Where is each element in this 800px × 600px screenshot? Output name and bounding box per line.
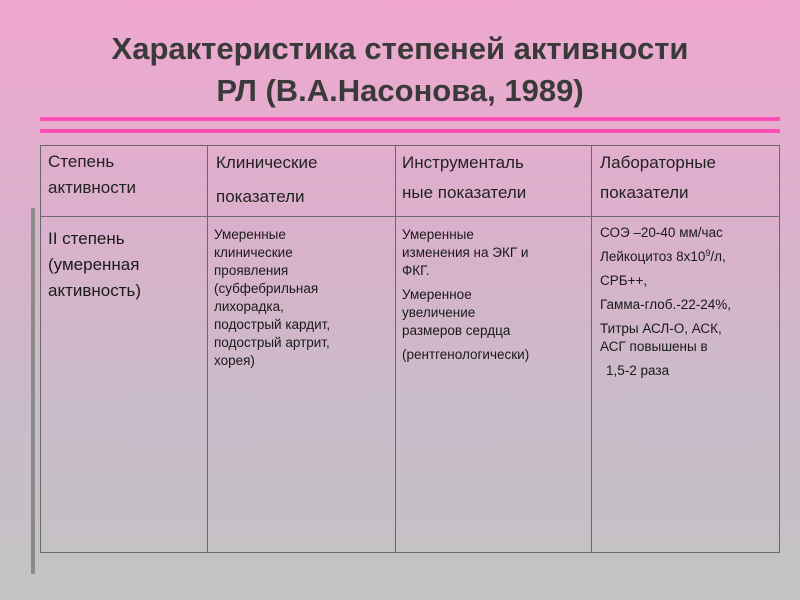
- header-text: показатели: [600, 183, 689, 202]
- header-row-divider: [41, 216, 779, 217]
- activity-table: [40, 145, 780, 553]
- column-divider-1: [207, 146, 208, 552]
- header-cell-activity-degree: [48, 149, 204, 201]
- lab-line-titers: Титры АСЛ-О, АСК,: [600, 321, 722, 336]
- lab-text: Лейкоцитоз 8х10: [600, 249, 706, 264]
- header-text: ные показатели: [402, 183, 527, 202]
- left-accent-bar: [31, 208, 35, 574]
- lab-line-esr: СОЭ –20-40 мм/час: [600, 225, 723, 240]
- cell-text: проявления: [214, 263, 289, 278]
- cell-text: активность): [48, 281, 142, 300]
- header-text: активности: [48, 178, 137, 197]
- cell-text: лихорадка,: [214, 299, 284, 314]
- cell-text: изменения на ЭКГ и: [402, 245, 529, 260]
- header-cell-laboratory: [600, 148, 776, 208]
- header-cell-clinical: [216, 148, 392, 212]
- title-divider-top: [40, 117, 780, 121]
- header-text: Клинические: [216, 153, 318, 172]
- lab-text: /л,: [710, 249, 726, 264]
- cell-laboratory-signs: [600, 224, 778, 380]
- cell-text: хорея): [214, 353, 255, 368]
- cell-text: клинические: [214, 245, 293, 260]
- lab-superscript: 9: [705, 248, 711, 258]
- cell-text: Умеренные: [402, 227, 474, 242]
- cell-clinical-signs: [214, 226, 394, 370]
- cell-text: Умеренное: [402, 287, 472, 302]
- lab-line-titers-cont: АСГ повышены в: [600, 339, 708, 354]
- column-divider-2: [395, 146, 396, 552]
- header-text: показатели: [216, 187, 305, 206]
- cell-text: II степень: [48, 229, 125, 248]
- title-divider-bottom: [40, 129, 780, 133]
- lab-line-gamma-globulin: Гамма-глоб.-22-24%,: [600, 297, 732, 312]
- slide-title-line-2: РЛ (В.А.Насонова, 1989): [216, 73, 584, 108]
- cell-text: ФКГ.: [402, 263, 430, 278]
- cell-text: (субфебрильная: [214, 281, 319, 296]
- header-text: Инструменталь: [402, 153, 524, 172]
- header-cell-instrumental: [402, 148, 588, 208]
- cell-degree-ii: [48, 226, 204, 304]
- cell-text: увеличение: [402, 305, 476, 320]
- cell-text: подострый кардит,: [214, 317, 331, 332]
- cell-text: размеров сердца: [402, 323, 511, 338]
- slide-title: [0, 28, 800, 112]
- cell-text: (рентгенологически): [402, 347, 530, 362]
- cell-text: Умеренные: [214, 227, 286, 242]
- lab-line-leukocytosis: [600, 248, 778, 266]
- lab-line-crp: СРБ++,: [600, 273, 648, 288]
- cell-text: подострый артрит,: [214, 335, 330, 350]
- header-text: Лабораторные: [600, 153, 716, 172]
- cell-instrumental-signs: [402, 226, 590, 364]
- cell-text: (умеренная: [48, 255, 140, 274]
- header-text: Степень: [48, 152, 115, 171]
- slide-title-line-1: Характеристика степеней активности: [111, 31, 689, 66]
- lab-line-titers-factor: 1,5-2 раза: [606, 363, 670, 378]
- column-divider-3: [591, 146, 592, 552]
